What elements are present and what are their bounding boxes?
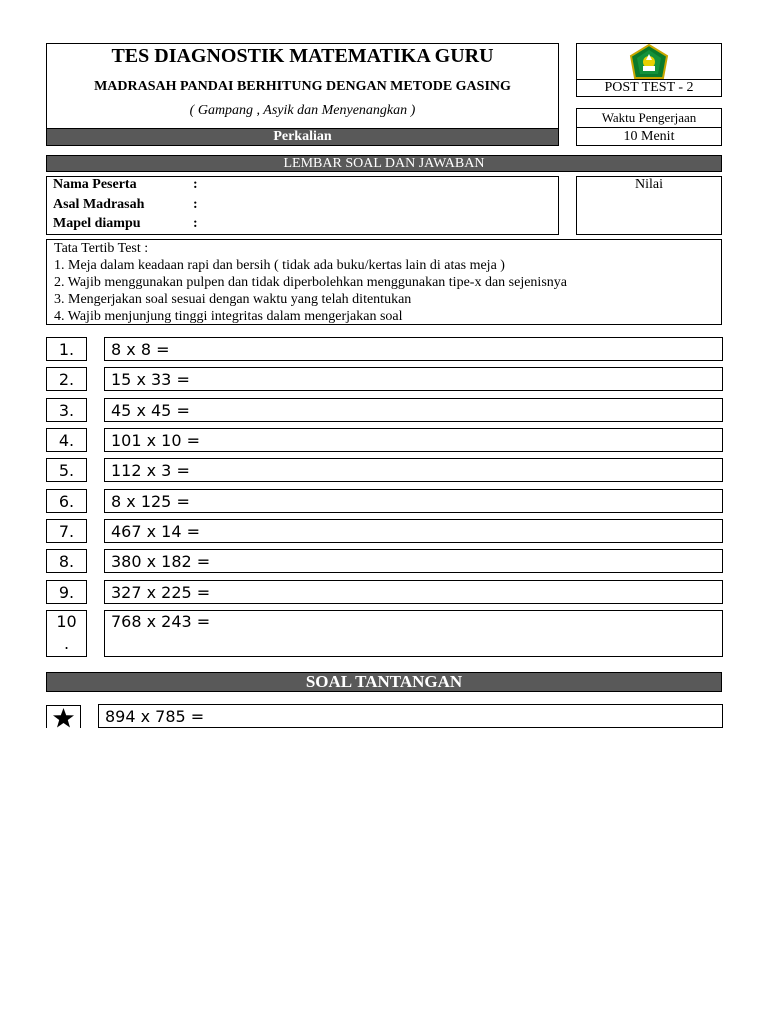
score-box xyxy=(576,176,722,235)
question-number: 1. xyxy=(46,337,87,361)
challenge-star-box xyxy=(46,705,81,728)
rules-box xyxy=(46,239,722,325)
rule-item-1: 1. Meja dalam keadaan rapi dan bersih ( tidak ada buku/kertas lain di atas meja ) xyxy=(54,258,505,273)
question-number: 9. xyxy=(46,580,87,604)
tagline: ( Gampang , Asyik dan Menyenangkan ) xyxy=(189,103,416,118)
question-number: 4. xyxy=(46,428,87,452)
question-answer-field[interactable] xyxy=(104,428,723,452)
name-sep: : xyxy=(193,177,198,192)
section-banner xyxy=(46,155,722,172)
question-answer-field[interactable] xyxy=(104,458,723,482)
question-answer-field[interactable] xyxy=(104,398,723,422)
rule-item-2: 2. Wajib menggunakan pulpen dan tidak diperbolehkan menggunakan tipe-x dan sejenisnya xyxy=(54,275,567,290)
topic-label: Perkalian xyxy=(273,129,332,144)
question-answer-field[interactable] xyxy=(104,519,723,543)
question-answer-field[interactable] xyxy=(104,337,723,361)
question-text: 327 x 225 = xyxy=(111,582,211,602)
rule-item-3: 3. Mengerjakan soal sesuai dengan waktu yang telah ditentukan xyxy=(54,292,412,307)
question-text: 8 x 8 = xyxy=(111,339,170,359)
school-sep: : xyxy=(193,197,198,212)
question-answer-field[interactable] xyxy=(104,489,723,513)
rules-heading: Tata Tertib Test : xyxy=(54,241,149,256)
school-subtitle: MADRASAH PANDAI BERHITUNG DENGAN METODE GASING xyxy=(94,79,511,94)
logo-box xyxy=(576,43,722,80)
question-answer-field[interactable] xyxy=(104,580,723,604)
page-title: TES DIAGNOSTIK MATEMATIKA GURU xyxy=(111,45,494,67)
test-label-box xyxy=(576,79,722,97)
question-number: 7. xyxy=(46,519,87,543)
question-answer-field[interactable] xyxy=(104,367,723,391)
question-number: 6. xyxy=(46,489,87,513)
subject-label: Mapel diampu xyxy=(53,216,141,231)
question-text: 467 x 14 = xyxy=(111,521,201,541)
header-title-box xyxy=(46,43,559,129)
school-label: Asal Madrasah xyxy=(53,197,145,212)
subject-sep: : xyxy=(193,216,198,231)
identity-box xyxy=(46,176,559,235)
question-text: 380 x 182 = xyxy=(111,551,211,571)
question-number: 10 . xyxy=(46,610,87,657)
question-number: 2. xyxy=(46,367,87,391)
question-text: 101 x 10 = xyxy=(111,430,201,450)
time-label: Waktu Pengerjaan xyxy=(601,110,697,125)
question-text: 15 x 33 = xyxy=(111,369,190,389)
rule-item-4: 4. Wajib menjunjung tinggi integritas dalam mengerjakan soal xyxy=(54,309,403,324)
question-text: 768 x 243 = xyxy=(111,612,211,631)
challenge-banner-label: SOAL TANTANGAN xyxy=(305,672,463,691)
question-text: 112 x 3 = xyxy=(111,460,190,480)
challenge-text: 894 x 785 = xyxy=(105,706,205,726)
challenge-banner xyxy=(46,672,722,692)
time-value: 10 Menit xyxy=(623,129,675,144)
question-answer-field[interactable] xyxy=(104,610,723,657)
time-label-box xyxy=(576,108,722,128)
question-text: 8 x 125 = xyxy=(111,491,190,511)
question-number: 8. xyxy=(46,549,87,573)
kemenag-emblem-icon xyxy=(628,44,670,80)
topic-bar xyxy=(46,128,559,146)
question-number: 5. xyxy=(46,458,87,482)
star-icon xyxy=(47,706,80,729)
question-number: 3. xyxy=(46,398,87,422)
time-value-box xyxy=(576,127,722,146)
test-label: POST TEST - 2 xyxy=(604,80,694,95)
name-label: Nama Peserta xyxy=(53,177,137,192)
score-label: Nilai xyxy=(635,177,663,192)
section-banner-label: LEMBAR SOAL DAN JAWABAN xyxy=(283,156,485,171)
question-answer-field[interactable] xyxy=(104,549,723,573)
challenge-answer-field[interactable] xyxy=(98,704,723,728)
question-text: 45 x 45 = xyxy=(111,400,190,420)
